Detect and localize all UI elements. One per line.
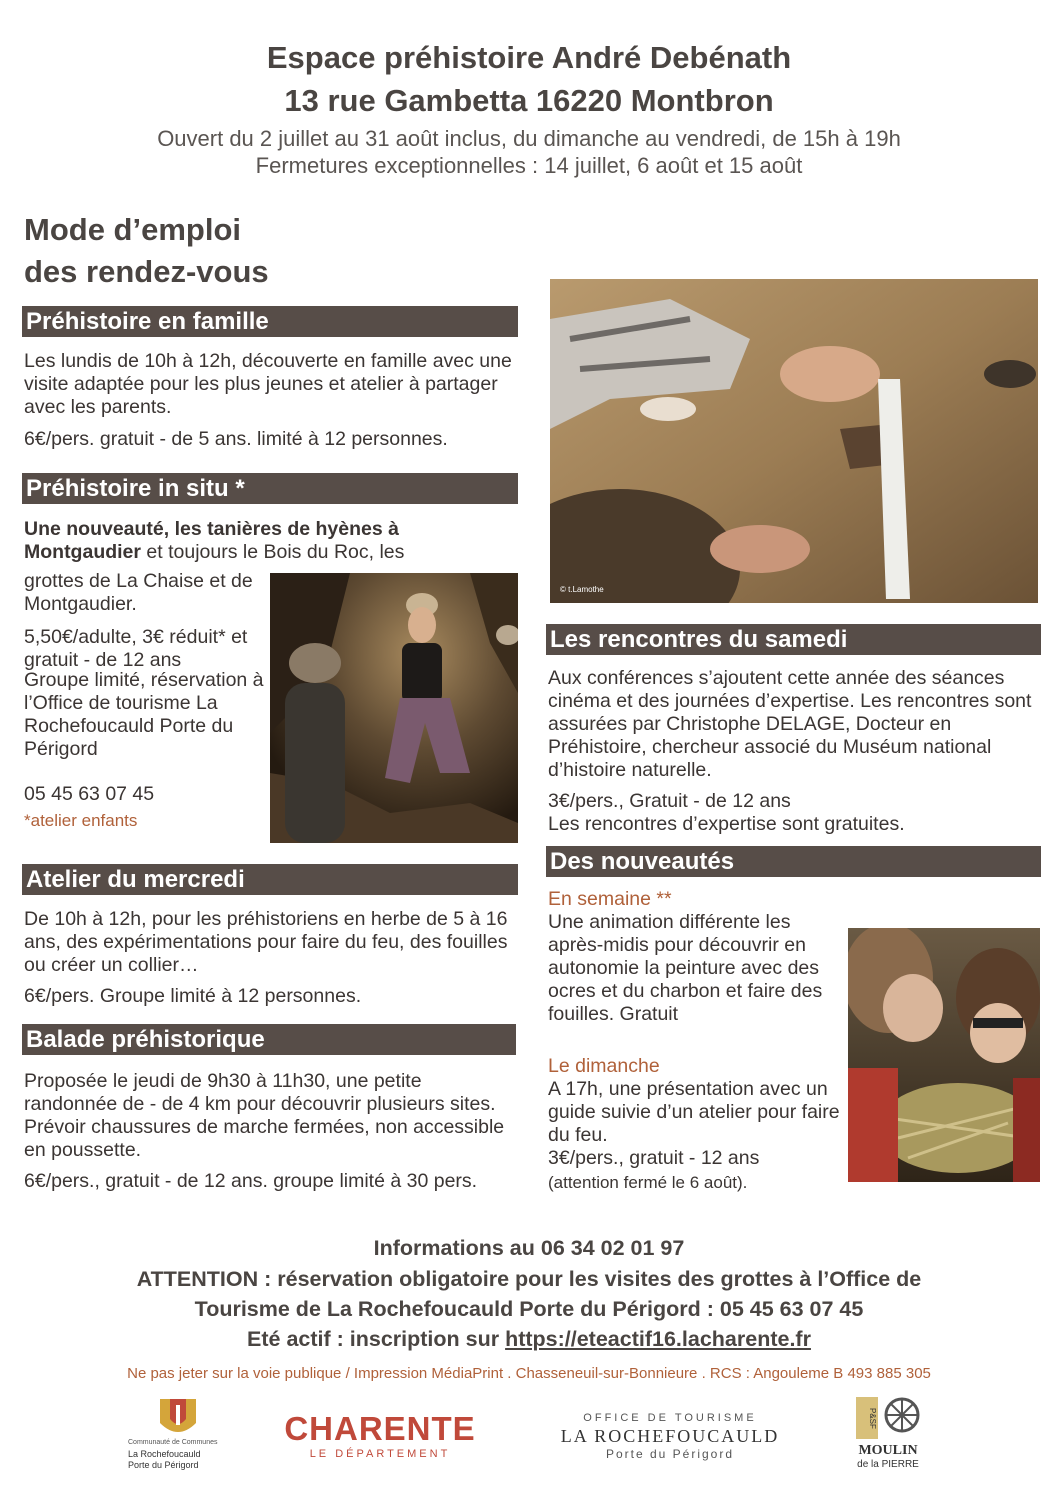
nouveautes-dimanche-label: Le dimanche [548,1055,660,1077]
insitu-grottes: grottes de La Chaise et de Montgaudier. [24,570,253,615]
charente-logo [280,1410,480,1470]
mode-title-line2: des rendez-vous [24,254,269,289]
footer-attention-line2: Tourisme de La Rochefoucauld Porte du Périgord : 05 45 63 07 45 [194,1297,864,1321]
office-tourisme-logo [545,1412,795,1462]
mercredi-price: 6€/pers. Groupe limité à 12 personnes. [24,985,362,1007]
header-closures: Fermetures exceptionnelles : 14 juillet, 6 août et 15 août [255,153,803,178]
ot-line2: LA ROCHEFOUCAULD [560,1426,780,1446]
charente-wordmark: CHARENTE [284,1410,476,1447]
samedi-text: Aux conférences s’ajoutent cette année des séances cinéma et des journées d’expertise. Les rencontres sont assurées par Christophe DELAGE, Docteur en Préhistoire, chercheur associé du Muséum national d’histoire naturelle. [548,667,1032,781]
insitu-phone: 05 45 63 07 45 [24,783,155,805]
moulin-pierre-logo [848,1395,928,1475]
mode-title-line1: Mode d’emploi [24,212,241,247]
eteactif-link[interactable]: https://eteactif16.lacharente.fr [505,1327,811,1351]
moulin-line2: de la PIERRE [857,1459,919,1470]
insitu-group: Groupe limité, réservation à l’Office de tourisme La Rochefoucauld Porte du Périgord [24,669,264,760]
section-insitu-title: Préhistoire in situ * [22,473,518,504]
excavation-photo [550,279,1038,603]
insitu-intro [24,518,479,564]
samedi-price: 3€/pers., Gratuit - de 12 ans [548,790,791,812]
cdc-logo [128,1395,228,1475]
insitu-note: *atelier enfants [24,811,138,830]
footer-ete-actif [0,1327,1058,1352]
section-samedi-title: Les rencontres du samedi [546,624,1041,655]
nouveautes-dimanche-text: A 17h, une présentation avec un guide suivie d’un atelier pour faire du feu. [548,1078,840,1146]
footer-attention-line1: ATTENTION : réservation obligatoire pour les visites des grottes à l’Office de [136,1267,922,1291]
ot-line1: OFFICE DE TOURISME [583,1412,757,1424]
fire-workshop-photo [848,928,1040,1182]
footer-info: Informations au 06 34 02 01 97 [373,1236,685,1260]
mercredi-text: De 10h à 12h, pour les préhistoriens en herbe de 5 à 16 ans, des expérimentations pour faire du feu, des fouilles ou créer un collier… [24,908,508,976]
moulin-line1: MOULIN [858,1443,918,1458]
insitu-intro-bold: Une nouveauté, les tanières de hyènes à Montgaudier [24,518,399,563]
cdc-line3: Porte du Périgord [128,1460,199,1470]
nouveautes-semaine-label: En semaine ** [548,888,672,910]
section-nouveautes-title: Des nouveautés [546,846,1041,877]
section-mercredi-title: Atelier du mercredi [22,864,518,895]
insitu-price: 5,50€/adulte, 3€ réduit* et gratuit - de 12 ans [24,626,248,671]
footer-legal: Ne pas jeter sur la voie publique / Impression MédiaPrint . Chasseneuil-sur-Bonnieure . RCS : Angouleme B 493 885 305 [127,1365,931,1382]
ot-line3: Porte du Périgord [605,1447,735,1461]
samedi-expertise: Les rencontres d’expertise sont gratuites. [548,813,905,835]
header-title-line1: Espace préhistoire André Debénath [266,40,792,75]
balade-price: 6€/pers., gratuit - de 12 ans. groupe limité à 30 pers. [24,1170,478,1192]
famille-text: Les lundis de 10h à 12h, découverte en famille avec une visite adaptée pour les plus jeunes et atelier à partager avec les parents. [24,350,512,418]
nouveautes-dimanche-price: 3€/pers., gratuit - 12 ans [548,1147,760,1169]
nouveautes-dimanche-note: (attention fermé le 6 août). [548,1173,748,1192]
section-famille-title: Préhistoire en famille [22,306,518,337]
cdc-emblem-icon [148,1395,208,1443]
footer-ete-label: Eté actif : inscription sur [247,1327,506,1351]
cdc-line1: Communauté de Communes [128,1439,218,1446]
section-balade-title: Balade préhistorique [22,1024,516,1055]
mill-wheel-icon [882,1395,922,1439]
photo-credit: © t.Lamothe [560,585,604,594]
charente-subtitle: LE DÉPARTEMENT [309,1448,451,1460]
insitu-intro-rest: et toujours le Bois du Roc, les [141,541,405,563]
moulin-badge: P&SF [856,1397,878,1439]
balade-text: Proposée le jeudi de 9h30 à 11h30, une petite randonnée de - de 4 km pour découvrir plusieurs sites. Prévoir chaussures de marche fermées, non accessible en poussette. [24,1070,505,1161]
header-hours: Ouvert du 2 juillet au 31 août inclus, du dimanche au vendredi, de 15h à 19h [157,126,901,151]
nouveautes-semaine-text: Une animation différente les après-midis pour découvrir en autonomie la peinture avec des ocres et du charbon et faire des fouilles. Gratuit [548,911,823,1025]
famille-price: 6€/pers. gratuit - de 5 ans. limité à 12 personnes. [24,428,448,450]
header-title-line2: 13 rue Gambetta 16220 Montbron [284,83,774,118]
cdc-line2: La Rochefoucauld [128,1449,201,1459]
cave-photo [270,573,518,843]
